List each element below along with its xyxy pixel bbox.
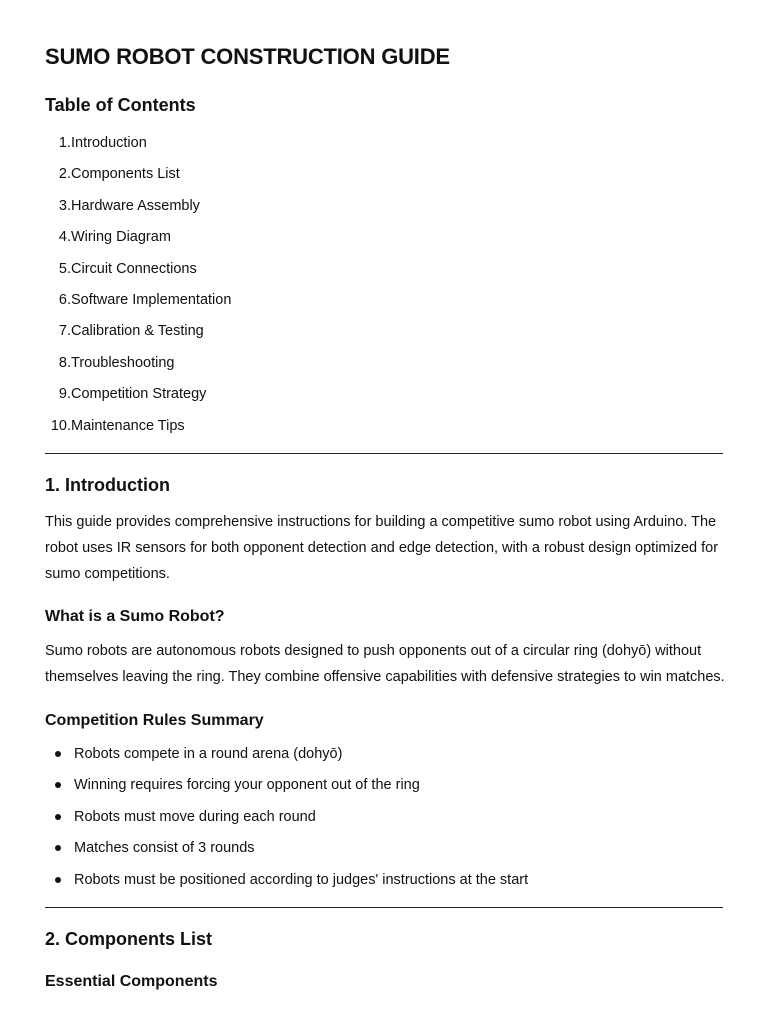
toc-number: 5. [58, 260, 71, 277]
toc-number: 4. [58, 229, 71, 246]
toc-number: 6. [58, 291, 71, 308]
toc-label: Competition Strategy [71, 386, 207, 403]
rule-text: Robots must move during each round [74, 808, 316, 825]
toc-item-competition-strategy[interactable] [45, 383, 231, 414]
list-item [45, 743, 528, 774]
toc-item-hardware-assembly[interactable] [45, 195, 231, 226]
section-heading-introduction: 1. Introduction [45, 475, 170, 495]
toc-number: 3. [58, 197, 71, 214]
intro-paragraph: This guide provides comprehensive instructions for building a competitive sumo robot using Arduino. The robot uses IR sensors for both opponent detection and edge detection, with a robust design optimized for sumo competitions. [45, 514, 719, 582]
toc-item-circuit-connections[interactable] [45, 258, 231, 289]
section-heading-components-list: 2. Components List [45, 929, 213, 949]
rule-text: Robots compete in a round arena (dohyō) [74, 746, 343, 762]
competition-rules-list [45, 743, 528, 900]
bullet-icon [55, 877, 61, 883]
bullet-icon [55, 845, 61, 851]
toc-number: 8. [58, 354, 71, 371]
toc-label: Maintenance Tips [71, 417, 185, 434]
document-title: SUMO ROBOT CONSTRUCTION GUIDE [45, 44, 450, 69]
list-item [45, 774, 528, 805]
bullet-icon [55, 814, 61, 820]
subheading-essential-components: Essential Components [45, 973, 218, 990]
rule-text: Matches consist of 3 rounds [74, 840, 255, 857]
toc-item-software-implementation[interactable] [45, 289, 231, 320]
toc-number: 10. [50, 417, 71, 434]
toc-item-components-list[interactable] [45, 163, 231, 194]
bullet-icon [55, 782, 61, 788]
toc-label: Calibration & Testing [71, 323, 204, 340]
bullet-icon [55, 751, 61, 757]
toc-label: Introduction [71, 135, 147, 151]
list-item [45, 869, 528, 900]
toc-number: 2. [58, 166, 71, 183]
toc-heading: Table of Contents [45, 95, 196, 115]
subheading-what-is-sumo-robot: What is a Sumo Robot? [45, 608, 225, 625]
toc-label: Circuit Connections [71, 260, 197, 277]
list-item [45, 806, 528, 837]
list-item [45, 837, 528, 868]
toc-label: Software Implementation [71, 291, 232, 308]
section-divider [45, 907, 723, 908]
table-of-contents [45, 132, 231, 446]
toc-label: Hardware Assembly [71, 197, 200, 214]
toc-number: 9. [58, 386, 71, 403]
rule-text: Robots must be positioned according to judges' instructions at the start [74, 871, 529, 888]
toc-label: Troubleshooting [71, 354, 175, 371]
toc-item-calibration-testing[interactable] [45, 320, 231, 351]
section-divider [45, 453, 723, 454]
rule-text: Winning requires forcing your opponent out of the ring [74, 777, 420, 794]
toc-item-wiring-diagram[interactable] [45, 226, 231, 257]
toc-number: 7. [58, 323, 71, 340]
toc-item-troubleshooting[interactable] [45, 352, 231, 383]
toc-number: 1. [58, 135, 71, 151]
subheading-competition-rules: Competition Rules Summary [45, 712, 264, 729]
what-is-sumo-robot-paragraph: Sumo robots are autonomous robots designed to push opponents out of a circular ring (dohyō) without themselves leaving the ring. They combine offensive capabilities with defensive strategies to win matches. [45, 643, 725, 685]
toc-item-introduction[interactable] [45, 132, 231, 163]
toc-item-maintenance-tips[interactable] [45, 415, 231, 446]
toc-label: Components List [71, 166, 180, 183]
toc-label: Wiring Diagram [71, 229, 171, 246]
